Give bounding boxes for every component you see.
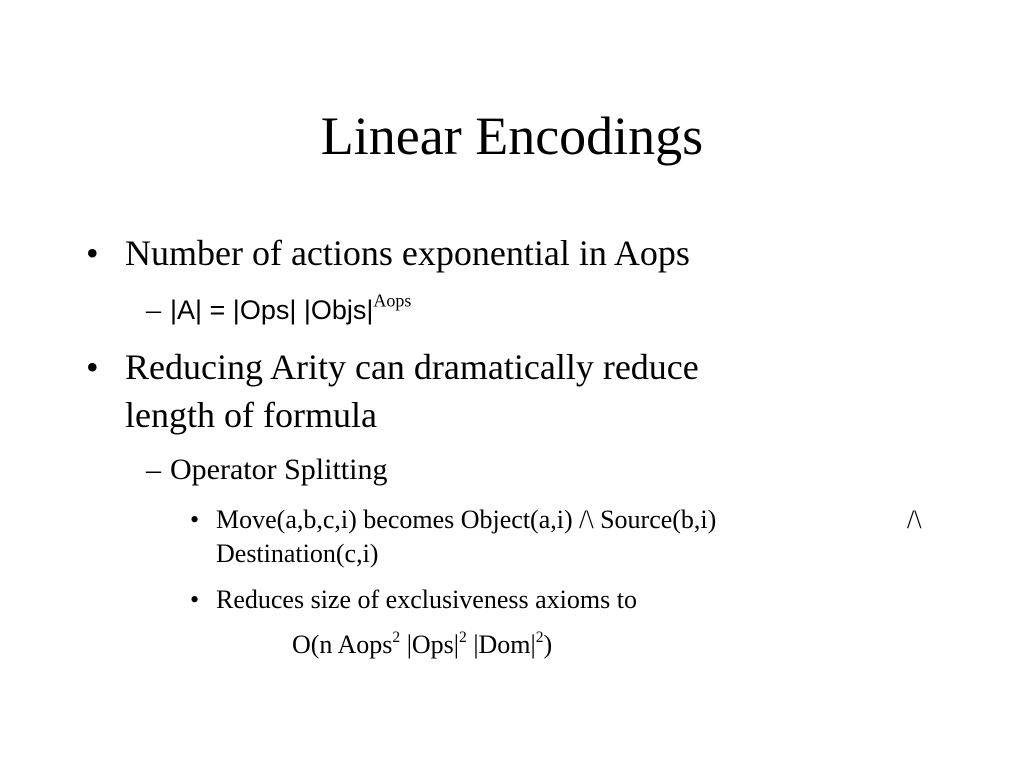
formula-part-4: ) — [543, 630, 553, 659]
subsub-item-1-line-2: Destination(c,i) — [216, 539, 379, 568]
slide-title: Linear Encodings — [320, 106, 704, 166]
dash-marker: – — [146, 293, 161, 326]
formula-sup-3: 2 — [535, 629, 544, 647]
formula-base: |A| = |Ops| |Objs| — [170, 295, 374, 325]
subsub-item-2-line-1: Reduces size of exclusiveness axioms to — [216, 585, 637, 614]
bullet-2-text-line-2: length of formula — [125, 395, 377, 435]
sub-item-arity-formula — [170, 290, 411, 330]
bullet-marker: • — [190, 505, 200, 534]
bullet-2-text-line-1: Reducing Arity can dramatically reduce — [125, 347, 699, 387]
bullet-1-text: Number of actions exponential in Aops — [125, 233, 690, 273]
sub-item-operator-splitting: Operator Splitting — [170, 453, 388, 486]
bullet-marker: • — [86, 233, 99, 273]
bullet-marker: • — [190, 585, 200, 614]
complexity-formula — [292, 628, 552, 662]
formula-sup-1: 2 — [392, 629, 401, 647]
subsub-item-1-line-1b: /\ — [907, 505, 922, 534]
formula-part-3: |Dom| — [466, 630, 536, 659]
dash-marker: – — [146, 453, 161, 486]
subsub-item-1-line-1a: Move(a,b,c,i) becomes Object(a,i) /\ Source(b,i) — [216, 505, 717, 534]
bullet-marker: • — [86, 347, 99, 387]
formula-part-1: O(n Aops — [292, 630, 393, 659]
formula-sup-2: 2 — [459, 629, 467, 647]
formula-exponent: Aops — [373, 290, 412, 311]
formula-part-2: |Ops| — [400, 630, 460, 659]
